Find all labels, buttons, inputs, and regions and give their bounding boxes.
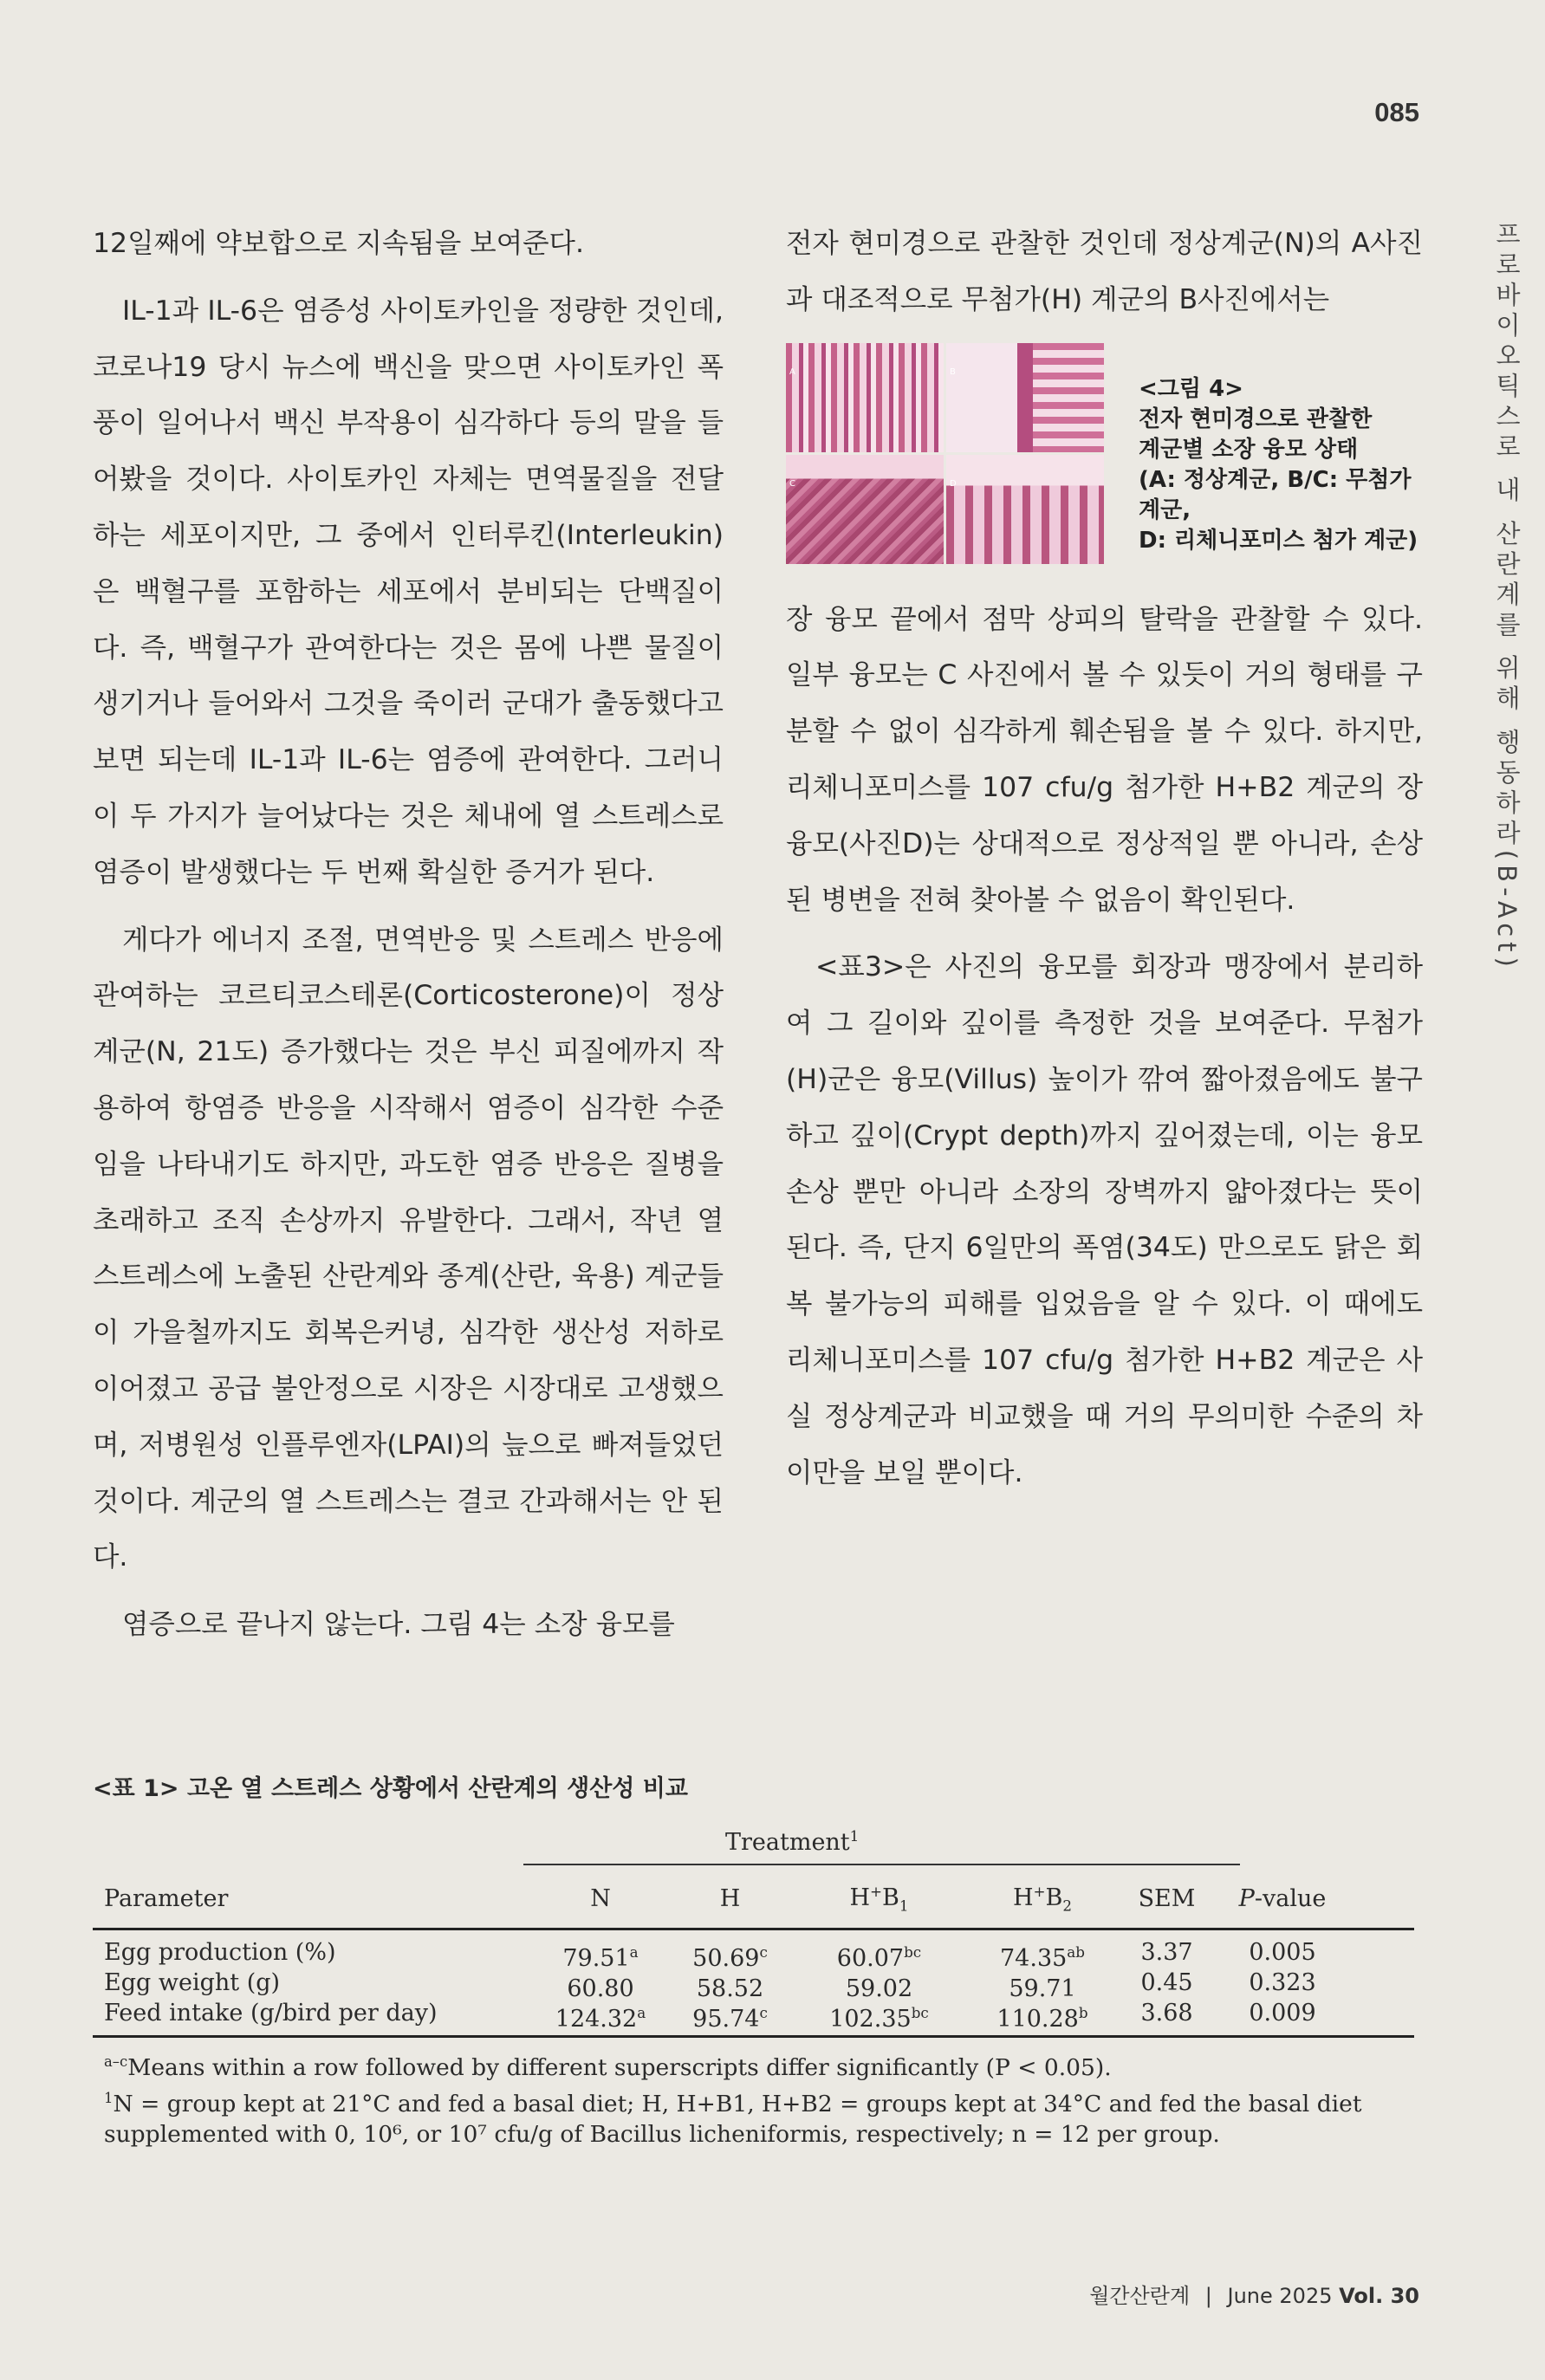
- paragraph: 게다가 에너지 조절, 면역반응 및 스트레스 반응에 관여하는 코르티코스테론(Corticosterone)이 정상계군(N, 21도) 증가했다는 것은 부신 피질에까지 작용하여 항염증 반응을 시작해서 염증이 심각한 수준임을 나타내기도 하지만, 과도한 염증 반응은 질병을 초래하고 조직 손상까지 유발한다. 그래서, 작년 열 스트레스에 노출된 산란계와 종계(산란, 육용) 계군들이 가을철까지도 회복은커녕, 심각한 생산성 저하로 이어졌고 공급 불안정으로 시장은 시장대로 고생했으며, 저병원성 인플루엔자(LPAI)의 늪으로 빠져들었던 것이다. 계군의 열 스트레스는 결코 간과해서는 안 된다.: [93, 924, 724, 1573]
- paragraph: 장 융모 끝에서 점막 상피의 탈락을 관찰할 수 있다. 일부 융모는 C 사진에서 볼 수 있듯이 거의 형태를 구분할 수 없이 심각하게 훼손됨을 볼 수 있다. 하지만, 리체니포미스를 107 cfu/g 첨가한 H+B2 계군의 장 융모(사진D)는 상대적으로 정상적일 뿐 아니라, 손상된 병변을 전혀 찾아볼 수 없음이 확인된다.: [786, 603, 1423, 916]
- table-footnote: $^{a-c}$Means within a row followed by different superscripts differ significantly (P < 0.05).: [104, 2053, 1112, 2081]
- table-1: [93, 1769, 1414, 2150]
- cell-h: 50.69$^c$: [692, 1943, 768, 1972]
- cell-h: 58.52: [696, 1975, 764, 2002]
- treatment-label: [725, 1827, 859, 1856]
- cell-p-value: 0.005: [1249, 1939, 1316, 1966]
- treatment-rule: [523, 1864, 1240, 1865]
- cell-sem: 0.45: [1140, 1969, 1193, 1996]
- cell-h-b2: 74.35$^{ab}$: [1000, 1943, 1085, 1972]
- micrograph-grid: [786, 343, 1104, 566]
- table-footnote: $^1$N = group kept at 21°C and fed a basal diet; H, H+B1, H+B2 = groups kept at 34°C and fed the basal diet supplemented with 0, 10⁶, or 10⁷ cfu/g of Bacillus licheniformis, respectively; n = 12 per group.: [104, 2089, 1362, 2148]
- magazine-name: 월간산란계: [1089, 2284, 1191, 2308]
- cell-h-b1: 102.35$^{bc}$: [829, 2004, 929, 2033]
- cell-parameter: Egg production (%): [104, 1939, 336, 1966]
- table-row: [93, 1937, 1414, 1972]
- table-rule: [93, 2035, 1414, 2038]
- figure-4: [786, 343, 1423, 566]
- cell-parameter: Feed intake (g/bird per day): [104, 2000, 438, 2027]
- figure-caption: [1139, 343, 1423, 556]
- photo-label: D: [950, 478, 957, 489]
- cell-sem: 3.68: [1140, 2000, 1193, 2027]
- footer-separator: |: [1204, 2284, 1212, 2308]
- col-header-h-b1: $H^+B_1$: [849, 1882, 909, 1915]
- cell-h: 95.74$^c$: [692, 2004, 768, 2033]
- micrograph-d: [946, 455, 1104, 564]
- col-header-sem: SEM: [1138, 1884, 1196, 1912]
- left-column: [93, 216, 724, 1653]
- col-header-h: H: [719, 1884, 741, 1912]
- cell-n: 124.32$^a$: [555, 2004, 646, 2033]
- col-header-parameter: Parameter: [104, 1884, 229, 1912]
- caption-title: <그림 4>: [1139, 375, 1243, 402]
- treatment-sup: 1: [849, 1827, 860, 1845]
- paragraph: 12일째에 약보합으로 지속됨을 보여준다.: [93, 228, 584, 259]
- col-header-n: N: [590, 1884, 611, 1912]
- col-header-h-b2: $H^+B_2$: [1012, 1882, 1073, 1915]
- caption-line: (A: 정상계군, B/C: 무첨가 계군,: [1139, 466, 1412, 523]
- cell-h-b2: 110.28$^b$: [996, 2004, 1088, 2033]
- treatment-header: [93, 1827, 1414, 1862]
- table-header-row: [93, 1869, 1414, 1928]
- photo-label: A: [789, 366, 795, 377]
- page-footer: [1089, 2279, 1419, 2309]
- table-row: [93, 1968, 1414, 2002]
- caption-line: D: 리체니포미스 첨가 계군): [1139, 527, 1418, 554]
- header-text: H: [1012, 1884, 1034, 1911]
- issue-date: June 2025: [1227, 2284, 1333, 2308]
- right-column: [786, 216, 1423, 1501]
- cell-h-b1: 59.02: [845, 1975, 913, 2002]
- caption-line: 전자 현미경으로 관찰한: [1139, 405, 1373, 432]
- photo-label: B: [950, 366, 956, 377]
- cell-p-value: 0.323: [1249, 1969, 1316, 1996]
- cell-p-value: 0.009: [1249, 2000, 1316, 2027]
- cell-parameter: Egg weight (g): [104, 1969, 281, 1996]
- cell-n: 79.51$^a$: [562, 1943, 639, 1972]
- col-header-p-value: P-value: [1238, 1884, 1327, 1912]
- header-text: H: [849, 1884, 870, 1911]
- table-row: [93, 1998, 1414, 2033]
- paragraph: 염증으로 끝나지 않는다. 그림 4는 소장 융모를: [122, 1609, 675, 1641]
- side-title: 프로바이오틱스로 내 산란계를 위해 행동하라(B-Act): [1492, 221, 1522, 972]
- photo-label: C: [789, 478, 795, 489]
- cell-h-b2: 59.71: [1009, 1975, 1076, 2002]
- paragraph: <표3>은 사진의 융모를 회장과 맹장에서 분리하여 그 길이와 깊이를 측정한 것을 보여준다. 무첨가(H)군은 융모(Villus) 높이가 깎여 짧아졌음에도 불구하고 깊이(Crypt depth)까지 깊어졌는데, 이는 융모 손상 뿐만 아니라 소장의 장벽까지 얇아졌다는 뜻이 된다. 즉, 단지 6일만의 폭염(34도) 만으로도 닭은 회복 불가능의 피해를 입었음을 알 수 있다. 이 때에도 리체니포미스를 107 cfu/g 첨가한 H+B2 계군은 사실 정상계군과 비교했을 때 거의 무의미한 수준의 차이만을 보일 뿐이다.: [786, 951, 1423, 1488]
- paragraph: IL-1과 IL-6은 염증성 사이토카인을 정량한 것인데, 코로나19 당시 뉴스에 백신을 맞으면 사이토카인 폭풍이 일어나서 백신 부작용이 심각하다 등의 말을 들어봤을 것이다. 사이토카인 자체는 면역물질을 전달하는 세포이지만, 그 중에서 인터루킨(Interleukin)은 백혈구를 포함하는 세포에서 분비되는 단백질이다. 즉, 백혈구가 관여한다는 것은 몸에 나쁜 물질이 생기거나 들어와서 그것을 죽이러 군대가 출동했다고 보면 되는데 IL-1과 IL-6는 염증에 관여한다. 그러니 이 두 가지가 늘어났다는 것은 체내에 열 스트레스로 염증이 발생했다는 두 번째 확실한 증거가 된다.: [93, 295, 724, 888]
- cell-h-b1: 60.07$^{bc}$: [836, 1943, 922, 1972]
- caption-line: 계군별 소장 융모 상태: [1139, 436, 1359, 463]
- paragraph: 전자 현미경으로 관찰한 것인데 정상계군(N)의 A사진과 대조적으로 무첨가(H) 계군의 B사진에서는: [786, 228, 1423, 315]
- micrograph-a: [786, 343, 944, 452]
- table-title: <표 1> 고온 열 스트레스 상황에서 산란계의 생산성 비교: [93, 1775, 688, 1802]
- cell-sem: 3.37: [1140, 1939, 1193, 1966]
- micrograph-c: [786, 455, 944, 564]
- volume-number: Vol. 30: [1339, 2284, 1419, 2308]
- micrograph-b: [946, 343, 1104, 452]
- page-number: 085: [1374, 97, 1419, 127]
- treatment-text: Treatment: [725, 1829, 850, 1856]
- cell-n: 60.80: [567, 1975, 634, 2002]
